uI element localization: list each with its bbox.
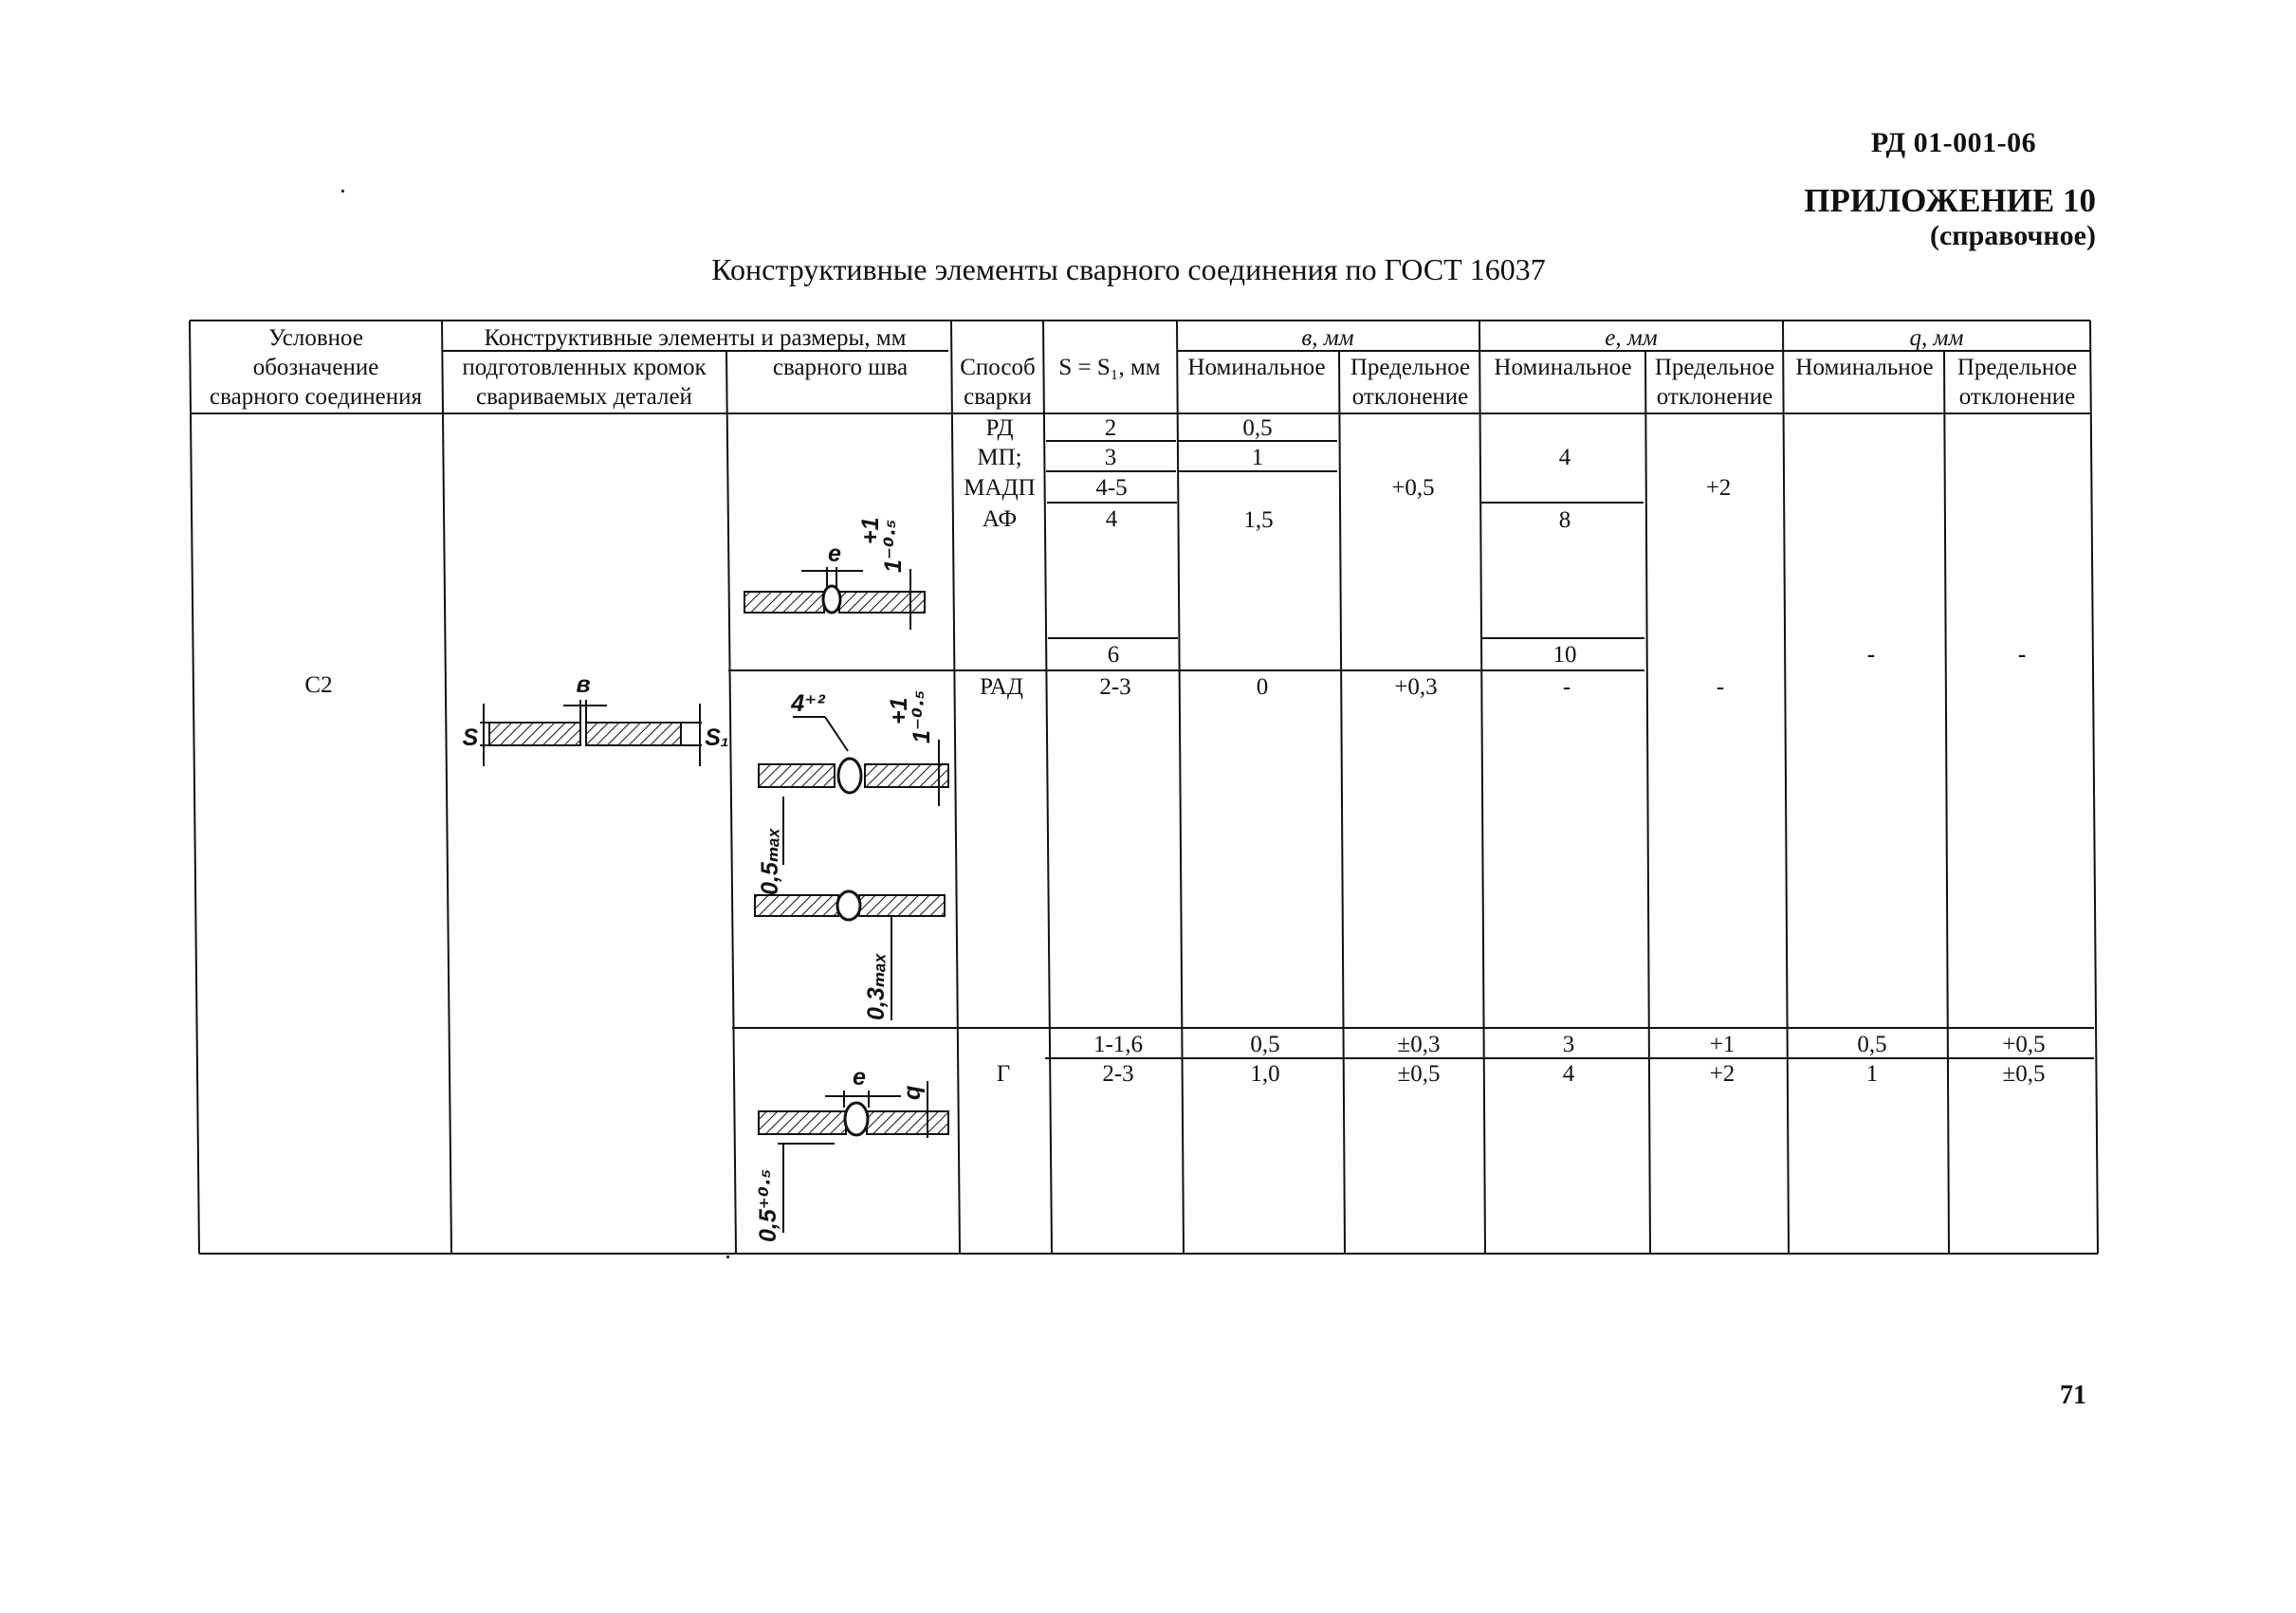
header-e-deviation-1: Предельное: [1654, 355, 1775, 380]
seam2-width-label: 4⁺²: [791, 690, 825, 717]
cell-designation: С2: [304, 672, 333, 698]
cell-b-deviation: +0,5: [1391, 475, 1435, 501]
seam1-plus-label: +1: [857, 517, 884, 544]
cell-method-rad: РАД: [980, 674, 1023, 700]
seam3-e-label: е: [853, 1064, 866, 1091]
appendix-title: ПРИЛОЖЕНИЕ 10: [1804, 182, 2096, 219]
seam3-height-label: 0,5⁺⁰·⁵: [755, 1168, 781, 1242]
cell-e-nominal: 8: [1558, 507, 1571, 533]
header-q-deviation-2: отклонение: [1958, 384, 2076, 410]
cell-s: 4-5: [1095, 475, 1128, 501]
cell-q-nominal: 1: [1865, 1061, 1879, 1087]
header-elements: Конструктивные элементы и размеры, мм: [484, 325, 907, 351]
seam3-q-label: q: [899, 1085, 926, 1100]
header-q-nominal: Номинальное: [1795, 355, 1934, 380]
header-b-deviation-2: отклонение: [1351, 384, 1469, 410]
header-designation-2: обозначение: [252, 355, 379, 380]
header-edges-1: подготовленных кромок: [462, 355, 707, 380]
header-q-deviation-1: Предельное: [1956, 355, 2078, 380]
header-edges-2: свариваемых деталей: [476, 384, 692, 410]
cell-s: 1-1,6: [1093, 1032, 1144, 1057]
cell-s: 6: [1107, 642, 1120, 668]
header-method-1: Способ: [960, 355, 1036, 380]
s-label: S: [462, 724, 479, 751]
header-b-nominal: Номинальное: [1187, 355, 1326, 380]
document-code: РД 01-001-06: [1870, 127, 2037, 158]
seam-drawing-1: [744, 517, 925, 630]
cell-b-nominal: 1,0: [1250, 1061, 1280, 1087]
seam2-dev-label: 1⁻⁰·⁵: [909, 689, 935, 743]
cell-method-madp: МАДП: [964, 475, 1036, 501]
cell-q-nominal: -: [1866, 642, 1876, 668]
cell-e-deviation: +2: [1709, 1061, 1736, 1087]
header-e-deviation-2: отклонение: [1656, 384, 1773, 410]
header-designation-3: сварного соединения: [210, 384, 422, 410]
cell-e-deviation: +2: [1705, 475, 1732, 501]
seam2-plus-label: +1: [886, 697, 912, 724]
cell-q-deviation: +0,5: [2002, 1032, 2046, 1057]
header-designation-1: Условное: [268, 325, 363, 351]
cell-e-nominal: 4: [1562, 1061, 1575, 1087]
seam2-height-label: 0,5ₘₐₓ: [757, 828, 783, 895]
seam-drawing-3: [755, 1064, 948, 1242]
cell-e-deviation: -: [1716, 674, 1725, 700]
header-thickness: S = S₁, мм: [1058, 355, 1161, 380]
cell-e-nominal: -: [1562, 674, 1571, 700]
cell-b-nominal: 0,5: [1250, 1032, 1280, 1057]
seam1-dev-label: 1⁻⁰·⁵: [880, 519, 907, 573]
cell-b-deviation: +0,3: [1394, 674, 1438, 700]
header-b-deviation-1: Предельное: [1350, 355, 1471, 380]
cell-method-g: Г: [996, 1061, 1011, 1087]
cell-e-deviation: +1: [1709, 1032, 1736, 1057]
cell-s: 4: [1105, 506, 1118, 532]
seam1-e-label: е: [828, 541, 841, 567]
page-number: 71: [2060, 1381, 2086, 1410]
appendix-note: (справочное): [1929, 220, 2096, 251]
cell-q-deviation: ±0,5: [2002, 1061, 2046, 1087]
cell-method-rd: РД: [985, 415, 1014, 441]
cell-s: 2: [1104, 415, 1117, 441]
header-e-nominal: Номинальное: [1494, 355, 1632, 380]
table-title: Конструктивные элементы сварного соединения по ГОСТ 16037: [711, 252, 1546, 286]
header-method-2: сварки: [964, 384, 1032, 410]
cell-s: 2-3: [1099, 674, 1131, 700]
cell-q-nominal: 0,5: [1857, 1032, 1887, 1057]
seam-drawing-2: [755, 689, 948, 1020]
cell-e-nominal: 4: [1558, 445, 1571, 470]
cell-s: 3: [1104, 445, 1117, 470]
cell-e-nominal: 3: [1562, 1032, 1575, 1057]
header-q-group: q, мм: [1909, 325, 1964, 351]
cell-b-nominal: 1: [1251, 445, 1264, 470]
cell-method-mp: МП;: [977, 445, 1022, 470]
cell-s: 2-3: [1102, 1061, 1134, 1087]
seam2-root-label: 0,3ₘₐₓ: [863, 953, 890, 1020]
cell-b-deviation: ±0,3: [1397, 1032, 1441, 1057]
header-e-group: е, мм: [1605, 325, 1658, 351]
s1-label: S₁: [705, 724, 729, 751]
cell-b-nominal: 1,5: [1243, 507, 1274, 533]
header-b-group: в, мм: [1301, 325, 1354, 351]
cell-e-nominal: 10: [1552, 642, 1577, 668]
edge-prep-drawing: [463, 671, 729, 766]
cell-b-deviation: ±0,5: [1397, 1061, 1441, 1087]
cell-method-af: АФ: [982, 506, 1018, 532]
table-grid: [190, 321, 2098, 1254]
cell-b-nominal: 0,5: [1242, 415, 1273, 441]
cell-q-deviation: -: [2017, 642, 2027, 668]
gap-label: в: [576, 671, 591, 698]
header-seam: сварного шва: [772, 355, 909, 380]
table-header: [210, 325, 2077, 410]
cell-b-nominal: 0: [1256, 674, 1269, 700]
